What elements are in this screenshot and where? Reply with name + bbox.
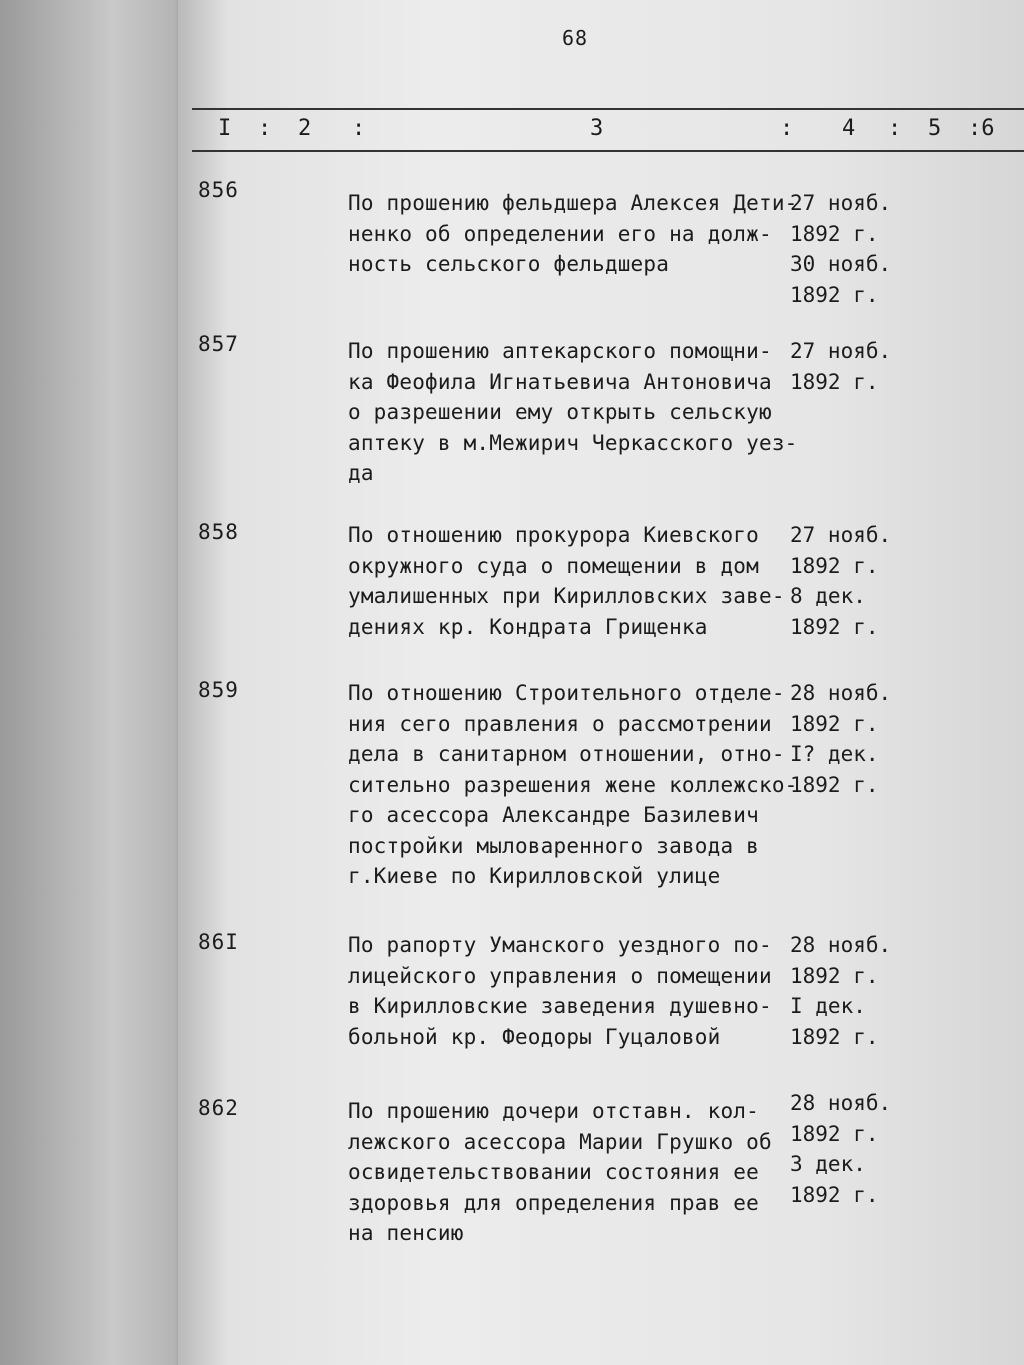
column-separator: : [888,116,902,141]
entry-dates: 27 нояб. 1892 г. 30 нояб. 1892 г. [790,191,892,307]
column-header-1: I [218,116,232,141]
entry-dates: 28 нояб. 1892 г. I дек. 1892 г. [790,933,892,1049]
entry-description: По отношению Строительного отделе- ния сего правления о рассмотрении дела в санитарном отношении, отно- сительно разрешения жене коллежско- го асессора Александре Базилевич постройки мыловаренного завода в г.Киеве по Кирилловской улице [348,681,798,888]
entry-description: По прошению аптекарского помощни- ка Феофила Игнатьевича Антоновича о разрешении ему открыть сельскую аптеку в м.Межирич Черкасского уез- да [348,339,798,485]
entry-dates: 28 нояб. 1892 г. 3 дек. 1892 г. [790,1091,892,1207]
entry-description: По прошению дочери отставн. кол- лежского асессора Марии Грушко об освидетельствовании состояния ее здоровья для определения прав ее на пенсию [348,1099,772,1245]
column-header-2: 2 [298,116,312,141]
column-separator: : [258,116,272,141]
entry-number: 859 [198,678,239,702]
column-header-5: 5 [928,116,942,141]
entry-number: 862 [198,1096,239,1120]
column-header-6: :6 [968,116,995,141]
entry-dates: 27 нояб. 1892 г. [790,339,892,394]
entry-dates: 27 нояб. 1892 г. 8 дек. 1892 г. [790,523,892,639]
entry-number: 86I [198,930,239,954]
header-rule-top [192,108,1024,110]
entry-description: По рапорту Уманского уездного по- лицейского управления о помещении в Кирилловские заведения душевно- больной кр. Феодоры Гуцаловой [348,933,772,1049]
header-rule-bottom [192,150,1024,152]
entry-dates: 28 нояб. 1892 г. I? дек. 1892 г. [790,681,892,797]
column-separator: : [780,116,794,141]
page-number: 68 [562,26,589,50]
entry-number: 858 [198,520,239,544]
entry-number: 856 [198,178,239,202]
column-header-4: 4 [842,116,856,141]
column-separator: : [352,116,366,141]
entry-number: 857 [198,332,239,356]
left-page-edge [0,0,190,1365]
entry-description: По прошению фельдшера Алексея Дети- ненко об определении его на долж- ность сельского фельдшера [348,191,798,276]
entry-description: По отношению прокурора Киевского окружного суда о помещении в дом умалишенных при Кирилловских заве- дениях кр. Кондрата Грищенка [348,523,785,639]
column-header-3: 3 [590,116,604,141]
